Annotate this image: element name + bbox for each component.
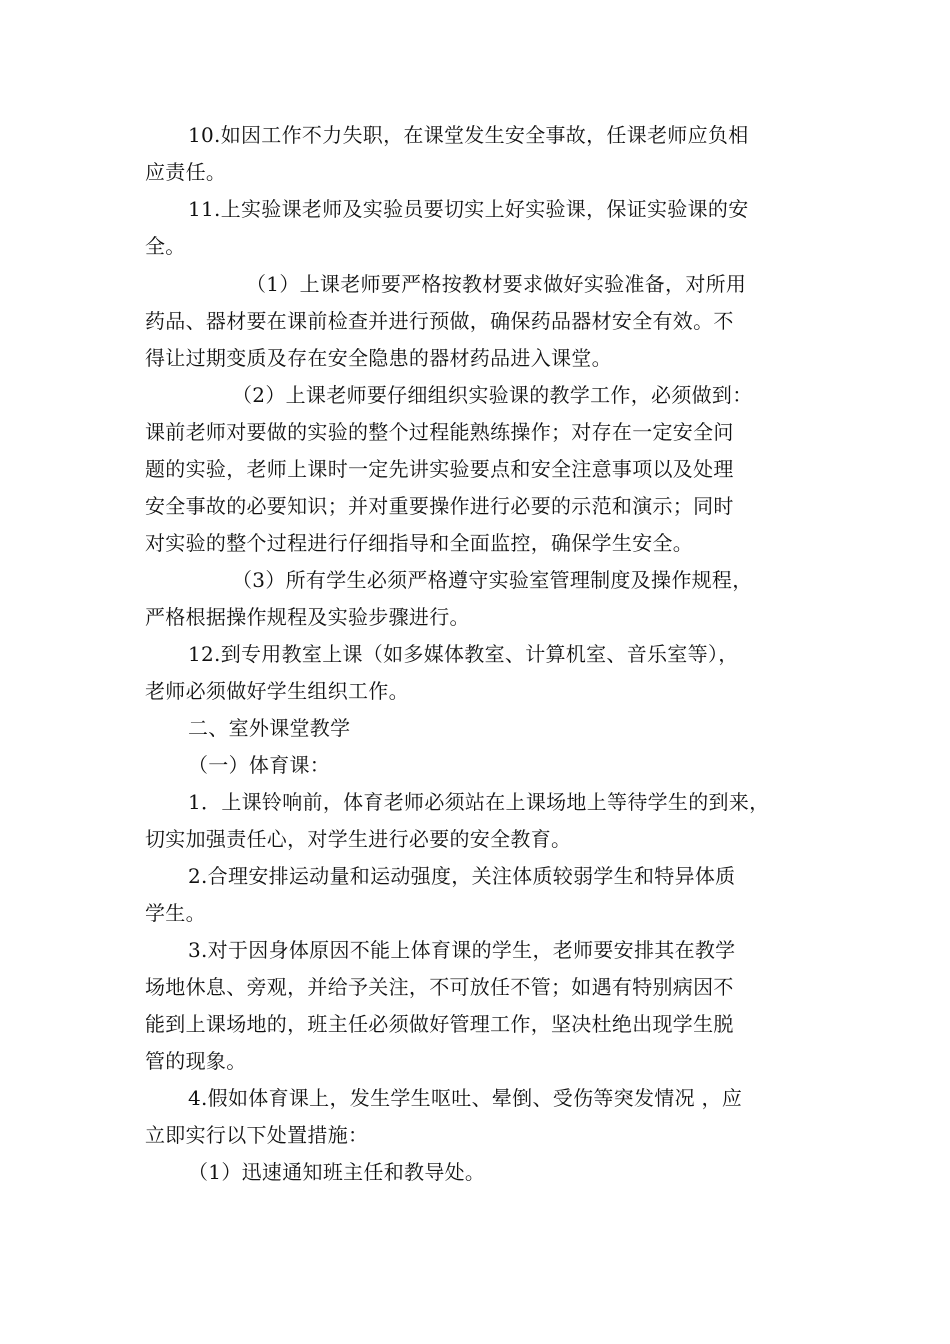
- text-line: 管的现象。: [145, 1049, 247, 1073]
- text-line: 课前老师对要做的实验的整个过程能熟练操作；对存在一定安全问: [145, 420, 734, 444]
- text-line: 二、室外课堂教学: [188, 716, 351, 740]
- text-line: 场地休息、旁观，并给予关注，不可放任不管；如遇有特别病因不: [145, 975, 734, 999]
- text-line: 切实加强责任心，对学生进行必要的安全教育。: [145, 827, 572, 851]
- text-line: 12.到专用教室上课（如多媒体教室、计算机室、音乐室等），: [188, 642, 739, 666]
- text-line: 能到上课场地的，班主任必须做好管理工作，坚决杜绝出现学生脱: [145, 1012, 734, 1036]
- text-line: 4.假如体育课上，发生学生呕吐、晕倒、受伤等突发情况 ，应: [188, 1086, 743, 1110]
- text-line: 严格根据操作规程及实验步骤进行。: [145, 605, 470, 629]
- text-line: （2）上课老师要仔细组织实验课的教学工作，必须做到：: [232, 383, 753, 407]
- text-line: 得让过期变质及存在安全隐患的器材药品进入课堂。: [145, 346, 612, 370]
- text-line: 10.如因工作不力失职，在课堂发生安全事故，任课老师应负相: [188, 123, 749, 147]
- text-line: 2.合理安排运动量和运动强度，关注体质较弱学生和特异体质: [188, 864, 736, 888]
- text-line: 对实验的整个过程进行仔细指导和全面监控，确保学生安全。: [145, 531, 694, 555]
- text-line: 1．上课铃响前，体育老师必须站在上课场地上等待学生的到来，: [188, 790, 770, 814]
- text-line: 老师必须做好学生组织工作。: [145, 679, 409, 703]
- text-line: 安全事故的必要知识；并对重要操作进行必要的示范和演示；同时: [145, 494, 734, 518]
- text-line: （1）迅速通知班主任和教导处。: [188, 1160, 486, 1184]
- text-line: 立即实行以下处置措施：: [145, 1123, 369, 1147]
- text-line: 题的实验，老师上课时一定先讲实验要点和安全注意事项以及处理: [145, 457, 734, 481]
- text-line: 11.上实验课老师及实验员要切实上好实验课，保证实验课的安: [188, 197, 749, 221]
- text-line: 应责任。: [145, 160, 227, 184]
- text-line: （1）上课老师要严格按教材要求做好实验准备，对所用: [246, 272, 747, 296]
- text-line: （一）体育课：: [188, 753, 331, 777]
- text-line: 3.对于因身体原因不能上体育课的学生，老师要安排其在教学: [188, 938, 736, 962]
- text-line: 学生。: [145, 901, 206, 925]
- text-line: 全。: [145, 234, 186, 258]
- text-line: 药品、器材要在课前检查并进行预做，确保药品器材安全有效。不: [145, 309, 734, 333]
- text-line: （3）所有学生必须严格遵守实验室管理制度及操作规程，: [232, 568, 753, 592]
